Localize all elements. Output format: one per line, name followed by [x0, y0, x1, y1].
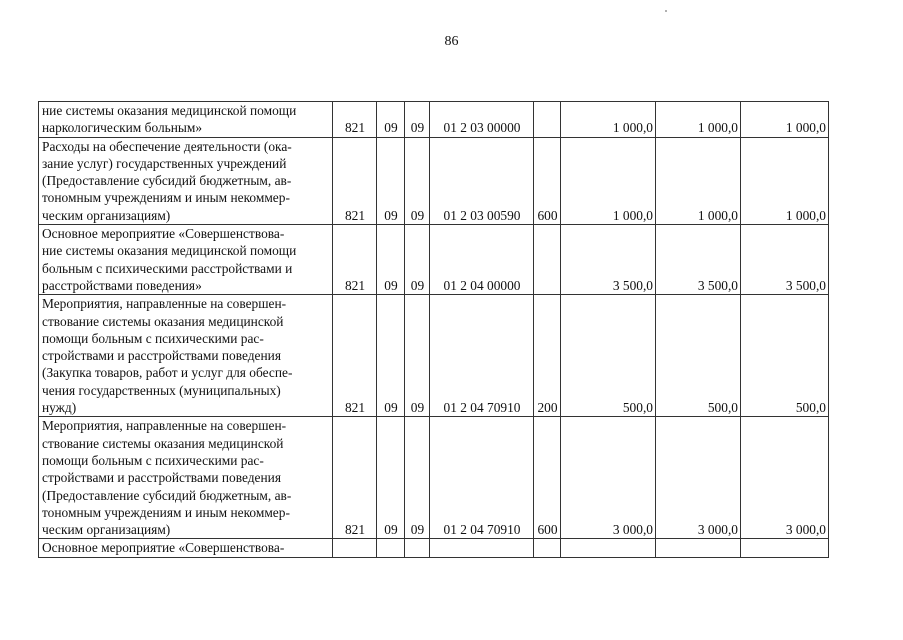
amount-year-1: 1 000,0	[561, 137, 656, 224]
code-expense-type	[534, 539, 561, 557]
code-section: 09	[377, 417, 405, 539]
code-expense-type	[534, 102, 561, 138]
table-row	[39, 539, 829, 557]
code-grbs: 821	[333, 225, 377, 295]
amount-year-3	[741, 539, 829, 557]
code-target-article: 01 2 04 70910	[430, 295, 534, 417]
code-subsection: 09	[405, 137, 430, 224]
row-description: Основное мероприятие «Совершенствова- ние системы оказания медицинской помощи больным с психическими расстройствами и расстройствами поведения»	[39, 225, 333, 295]
code-target-article: 01 2 03 00000	[430, 102, 534, 138]
code-target-article: 01 2 03 00590	[430, 137, 534, 224]
amount-year-3: 1 000,0	[741, 137, 829, 224]
table-row	[39, 225, 829, 295]
code-grbs: 821	[333, 102, 377, 138]
amount-year-3: 500,0	[741, 295, 829, 417]
code-section	[377, 539, 405, 557]
code-subsection: 09	[405, 102, 430, 138]
code-subsection: 09	[405, 295, 430, 417]
row-description: Мероприятия, направленные на совершен- ствование системы оказания медицинской помощи больным с психическими рас- стройствами и расстройствами поведения (Предоставление субсидий бюджетным, ав- тономным учреждениям и иным некоммер- ческим организациям)	[39, 417, 333, 539]
code-target-article	[430, 539, 534, 557]
code-section: 09	[377, 295, 405, 417]
amount-year-3: 1 000,0	[741, 102, 829, 138]
code-grbs	[333, 539, 377, 557]
row-description: Основное мероприятие «Совершенствова-	[39, 539, 333, 557]
table-row	[39, 102, 829, 138]
code-section: 09	[377, 102, 405, 138]
table-row	[39, 137, 829, 224]
row-description: Расходы на обеспечение деятельности (ока- зание услуг) государственных учреждений (Предоставление субсидий бюджетным, ав- тономным учреждениям и иным некоммер- ческим организациям)	[39, 137, 333, 224]
amount-year-2: 1 000,0	[656, 137, 741, 224]
amount-year-1: 3 000,0	[561, 417, 656, 539]
row-description: ние системы оказания медицинской помощи наркологическим больным»	[39, 102, 333, 138]
table-body	[39, 102, 829, 558]
table-row	[39, 417, 829, 539]
code-grbs: 821	[333, 137, 377, 224]
budget-table	[38, 101, 829, 558]
code-section: 09	[377, 225, 405, 295]
amount-year-3: 3 500,0	[741, 225, 829, 295]
amount-year-1: 500,0	[561, 295, 656, 417]
amount-year-1: 3 500,0	[561, 225, 656, 295]
code-expense-type	[534, 225, 561, 295]
code-expense-type: 200	[534, 295, 561, 417]
code-subsection	[405, 539, 430, 557]
amount-year-2: 1 000,0	[656, 102, 741, 138]
code-subsection: 09	[405, 225, 430, 295]
amount-year-1	[561, 539, 656, 557]
code-target-article: 01 2 04 70910	[430, 417, 534, 539]
code-grbs: 821	[333, 417, 377, 539]
code-expense-type: 600	[534, 417, 561, 539]
amount-year-2	[656, 539, 741, 557]
code-target-article: 01 2 04 00000	[430, 225, 534, 295]
code-section: 09	[377, 137, 405, 224]
amount-year-1: 1 000,0	[561, 102, 656, 138]
code-subsection: 09	[405, 417, 430, 539]
code-grbs: 821	[333, 295, 377, 417]
code-expense-type: 600	[534, 137, 561, 224]
amount-year-2: 500,0	[656, 295, 741, 417]
amount-year-2: 3 500,0	[656, 225, 741, 295]
amount-year-3: 3 000,0	[741, 417, 829, 539]
scan-speck	[665, 10, 667, 12]
table-row	[39, 295, 829, 417]
amount-year-2: 3 000,0	[656, 417, 741, 539]
page-number: 86	[444, 34, 459, 49]
row-description: Мероприятия, направленные на совершен- ствование системы оказания медицинской помощи больным с психическими рас- стройствами и расстройствами поведения (Закупка товаров, работ и услуг для обеспе- чения государственных (муниципальных) нужд)	[39, 295, 333, 417]
